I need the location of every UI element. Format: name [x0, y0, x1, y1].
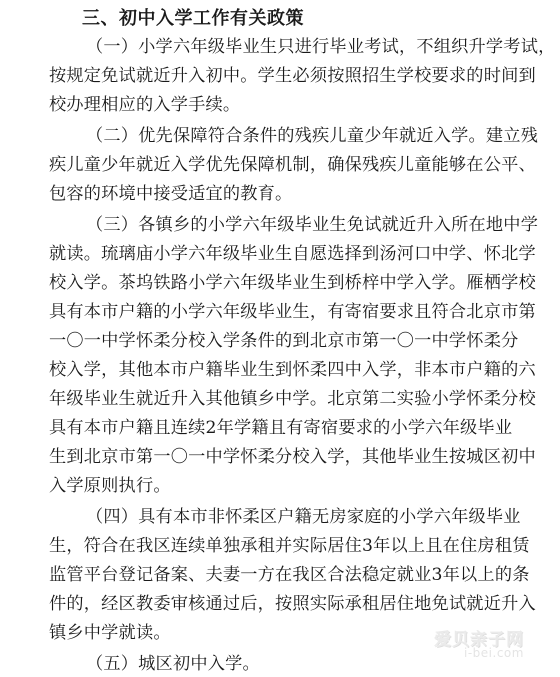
text-line: 生，符合在我区连续单独承租并实际居住3年以上且在住房租赁 [49, 536, 530, 556]
text-line: 校入学。茶坞铁路小学六年级毕业生到桥梓中学入学。雁栖学校 [49, 273, 536, 293]
text-line: 按规定免试就近升入初中。学生必须按照招生学校要求的时间到 [49, 66, 536, 86]
text-line: （三）各镇乡的小学六年级毕业生免试就近升入所在地中学 [86, 215, 539, 235]
watermark-url: i-bei.com [464, 646, 524, 660]
text-line: （一）小学六年级毕业生只进行毕业考试，不组织升学考试， [86, 37, 556, 57]
text-line: （五）城区初中入学。 [86, 654, 260, 674]
section-heading: 三、初中入学工作有关政策 [82, 8, 304, 29]
watermark-title: 爱贝亲子网 [434, 630, 524, 650]
text-line: 就读。琉璃庙小学六年级毕业生自愿选择到汤河口中学、怀北学 [49, 244, 536, 264]
text-line: 校入学，其他本市户籍毕业生到怀柔四中入学，非本市户籍的六 [49, 360, 536, 380]
text-line: （二）优先保障符合条件的残疾儿童少年就近入学。建立残 [86, 126, 539, 146]
text-line: 校办理相应的入学手续。 [49, 95, 241, 115]
site-watermark [434, 625, 552, 663]
text-line: 疾儿童少年就近入学优先保障机制，确保残疾儿童能够在公平、 [49, 155, 536, 175]
text-line: 年级毕业生就近升入其他镇乡中学。北京第二实验小学怀柔分校 [49, 389, 536, 409]
text-line: 具有本市户籍的小学六年级毕业生，有寄宿要求且符合北京市第 [49, 302, 536, 322]
text-line: 件的，经区教委审核通过后，按照实际承租居住地免试就近升入 [49, 594, 536, 614]
text-line: 镇乡中学就读。 [49, 623, 171, 643]
text-line: 入学原则执行。 [49, 476, 171, 496]
text-line: 一〇一中学怀柔分校入学条件的到北京市第一〇一中学怀柔分 [49, 331, 519, 351]
text-line: 包容的环境中接受适宜的教育。 [49, 184, 293, 204]
text-line: 监管平台登记备案、夫妻一方在我区合法稳定就业3年以上的条 [49, 565, 530, 585]
text-line: 具有本市户籍且连续2年学籍且有寄宿要求的小学六年级毕业 [49, 418, 513, 438]
text-line: 生到北京市第一〇一中学怀柔分校入学，其他毕业生按城区初中 [49, 447, 536, 467]
text-line: （四）具有本市非怀柔区户籍无房家庭的小学六年级毕业 [86, 507, 521, 527]
